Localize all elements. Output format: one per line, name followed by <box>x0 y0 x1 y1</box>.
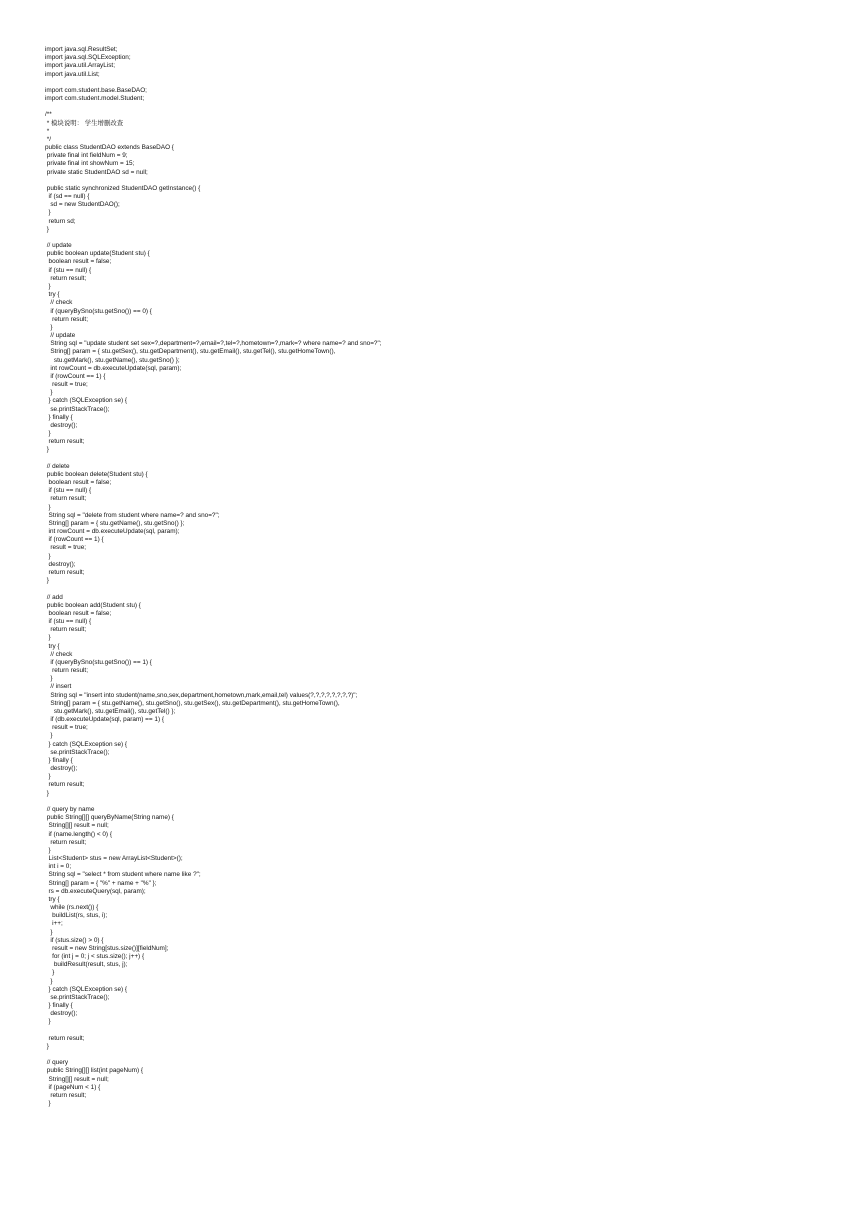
code-line: return result; <box>45 781 85 789</box>
code-line: if (stu == null) { <box>45 266 92 274</box>
code-line: String[][] result = null; <box>45 1075 109 1083</box>
code-line: String[] param = { stu.getName(), stu.getSno(), stu.getSex(), stu.getDepartment(), stu.getHomeTown(), <box>45 699 340 707</box>
code-line: } <box>45 209 51 217</box>
code-line: public boolean add(Student stu) { <box>45 601 141 609</box>
code-line: } catch (SQLException se) { <box>45 985 128 993</box>
code-line <box>45 1027 845 1035</box>
code-line: } finally { <box>45 413 73 421</box>
code-line: sd = new StudentDAO(); <box>45 201 120 209</box>
code-line: } finally { <box>45 756 73 764</box>
code-line: private static StudentDAO sd = null; <box>45 168 148 176</box>
code-line: return result; <box>45 667 88 675</box>
code-line: if (stu == null) { <box>45 618 92 626</box>
code-line: rs = db.executeQuery(sql, param); <box>45 887 146 895</box>
code-line: if (queryBySno(stu.getSno()) == 1) { <box>45 658 152 666</box>
code-line: // update <box>45 332 76 340</box>
java-source-code <box>45 46 845 1108</box>
code-line: try { <box>45 642 60 650</box>
code-line: int i = 0; <box>45 863 72 871</box>
code-line: return result; <box>45 838 87 846</box>
code-line: return result; <box>45 626 87 634</box>
code-line: import com.student.model.Student; <box>45 95 145 103</box>
code-line: } <box>45 503 51 511</box>
code-line: destroy(); <box>45 560 76 568</box>
code-line: // update <box>45 242 72 250</box>
code-line: } <box>45 1018 51 1026</box>
code-line: } <box>45 634 51 642</box>
code-line: } <box>45 969 55 977</box>
code-line <box>45 585 845 593</box>
code-line: destroy(); <box>45 1010 78 1018</box>
code-line: String[] param = { stu.getName(), stu.getSno() }; <box>45 519 185 527</box>
code-line: * 模块说明： 学生增删改查 <box>45 119 124 127</box>
code-line: } <box>45 430 51 438</box>
code-line: stu.getMark(), stu.getEmail(), stu.getTel() }; <box>45 707 176 715</box>
code-line: se.printStackTrace(); <box>45 748 110 756</box>
code-line: import java.util.ArrayList; <box>45 62 115 70</box>
code-line: } <box>45 928 53 936</box>
code-line: while (rs.next()) { <box>45 904 99 912</box>
code-line: result = true; <box>45 381 88 389</box>
code-line: try { <box>45 291 60 299</box>
code-line: } <box>45 789 49 797</box>
code-line: return result; <box>45 569 85 576</box>
code-line: private final int fieldNum = 9; <box>45 152 128 160</box>
code-line: // check <box>45 299 73 307</box>
code-line: // insert <box>45 683 72 691</box>
code-line: return result; <box>45 1092 87 1099</box>
code-line: String[][] result = null; <box>45 822 109 830</box>
code-line: // query <box>45 1059 69 1067</box>
code-line: boolean result = false; <box>45 479 112 487</box>
code-line: } <box>45 1042 49 1050</box>
code-line: // check <box>45 650 73 658</box>
code-line: private final int showNum = 15; <box>45 160 135 168</box>
code-line: return result; <box>45 438 85 446</box>
code-line: String sql = "update student set sex=?,department=?,email=?,tel=?,hometown=?,mark=? where name=? and sno=?"; <box>45 340 382 348</box>
code-line: if (db.executeUpdate(sql, param) == 1) { <box>45 716 164 724</box>
code-line: } <box>45 577 49 585</box>
code-line: if (stus.size() > 0) { <box>45 936 104 944</box>
code-line: result = true; <box>45 544 87 552</box>
code-line: } <box>45 773 51 781</box>
document-page <box>45 46 845 1108</box>
code-line: } <box>45 225 49 233</box>
code-line <box>45 234 845 242</box>
code-line: /** <box>45 111 52 119</box>
code-line: return sd; <box>45 217 76 225</box>
code-line: if (rowCount == 1) { <box>45 536 104 544</box>
code-line: } <box>45 446 49 454</box>
code-line <box>45 79 845 87</box>
code-line: public boolean delete(Student stu) { <box>45 470 148 478</box>
code-line: return result; <box>45 274 87 282</box>
code-line: result = true; <box>45 724 88 732</box>
code-line: } <box>45 282 51 290</box>
code-line <box>45 455 845 463</box>
code-line: try { <box>45 895 60 903</box>
code-line: } <box>45 552 51 560</box>
code-line: import java.sql.ResultSet; <box>45 46 118 53</box>
code-line: if (sd == null) { <box>45 193 90 201</box>
code-line: if (stu == null) { <box>45 487 92 495</box>
code-line: } <box>45 732 53 740</box>
code-line <box>45 798 845 806</box>
code-line: } <box>45 1100 51 1108</box>
code-line: boolean result = false; <box>45 609 112 617</box>
code-line: } <box>45 977 53 985</box>
code-line: destroy(); <box>45 421 78 429</box>
code-line: } <box>45 323 53 331</box>
code-line: buildResult(result, stus, j); <box>45 961 128 969</box>
code-line: int rowCount = db.executeUpdate(sql, param); <box>45 528 180 536</box>
code-line: if (pageNum < 1) { <box>45 1083 101 1091</box>
code-line: public static synchronized StudentDAO getInstance() { <box>45 184 201 192</box>
code-line: import java.sql.SQLException; <box>45 54 131 62</box>
code-line: i++; <box>45 920 63 928</box>
code-line: // query by name <box>45 805 95 813</box>
code-line: String[] param = { stu.getSex(), stu.getDepartment(), stu.getEmail(), stu.getTel(), stu.getHomeTown(), <box>45 348 336 356</box>
code-line: // delete <box>45 462 70 470</box>
code-line: int rowCount = db.executeUpdate(sql, param); <box>45 364 182 372</box>
code-line: public class StudentDAO extends BaseDAO { <box>45 144 174 152</box>
code-line <box>45 103 845 111</box>
code-line: public boolean update(Student stu) { <box>45 250 150 258</box>
code-line: se.printStackTrace(); <box>45 993 110 1001</box>
code-line: se.printStackTrace(); <box>45 405 110 413</box>
code-line: destroy(); <box>45 765 78 773</box>
code-line: import com.student.base.BaseDAO; <box>45 86 147 94</box>
code-line: String sql = "select * from student where name like ?"; <box>45 871 201 879</box>
code-line: } catch (SQLException se) { <box>45 740 128 748</box>
code-line: // add <box>45 593 63 601</box>
code-line: import java.util.List; <box>45 70 100 78</box>
code-line: if (rowCount == 1) { <box>45 372 106 380</box>
code-line <box>45 177 845 185</box>
code-line: } <box>45 389 53 397</box>
code-line: stu.getMark(), stu.getName(), stu.getSno() }; <box>45 356 180 364</box>
code-line: String sql = "delete from student where name=? and sno=?"; <box>45 511 220 519</box>
code-line: String[] param = { "%" + name + "%" }; <box>45 879 157 887</box>
code-line: result = new String[stus.size()][fieldNum]; <box>45 944 169 952</box>
code-line: String sql = "insert into student(name,sno,sex,department,hometown,mark,email,tel) values(?,?,?,?,?,?,?,?)"; <box>45 691 358 699</box>
code-line: */ <box>45 135 52 143</box>
code-line: } catch (SQLException se) { <box>45 397 128 405</box>
code-line: public String[][] list(int pageNum) { <box>45 1067 144 1075</box>
code-line: boolean result = false; <box>45 258 112 266</box>
code-line <box>45 1051 845 1059</box>
code-line: if (queryBySno(stu.getSno()) == 0) { <box>45 307 152 315</box>
code-line: } finally { <box>45 1002 73 1010</box>
code-line: for (int j = 0; j < stus.size(); j++) { <box>45 953 145 961</box>
code-line: if (name.length() < 0) { <box>45 830 112 838</box>
code-line: * <box>45 127 50 135</box>
code-line: return result; <box>45 315 88 323</box>
code-line: return result; <box>45 495 87 503</box>
code-line: return result; <box>45 1034 85 1042</box>
code-line: List<Student> stus = new ArrayList<Student>(); <box>45 855 183 863</box>
code-line: public String[][] queryByName(String name) { <box>45 814 174 822</box>
code-line: } <box>45 846 51 854</box>
code-line: } <box>45 675 53 683</box>
code-line: buildList(rs, stus, i); <box>45 912 108 920</box>
